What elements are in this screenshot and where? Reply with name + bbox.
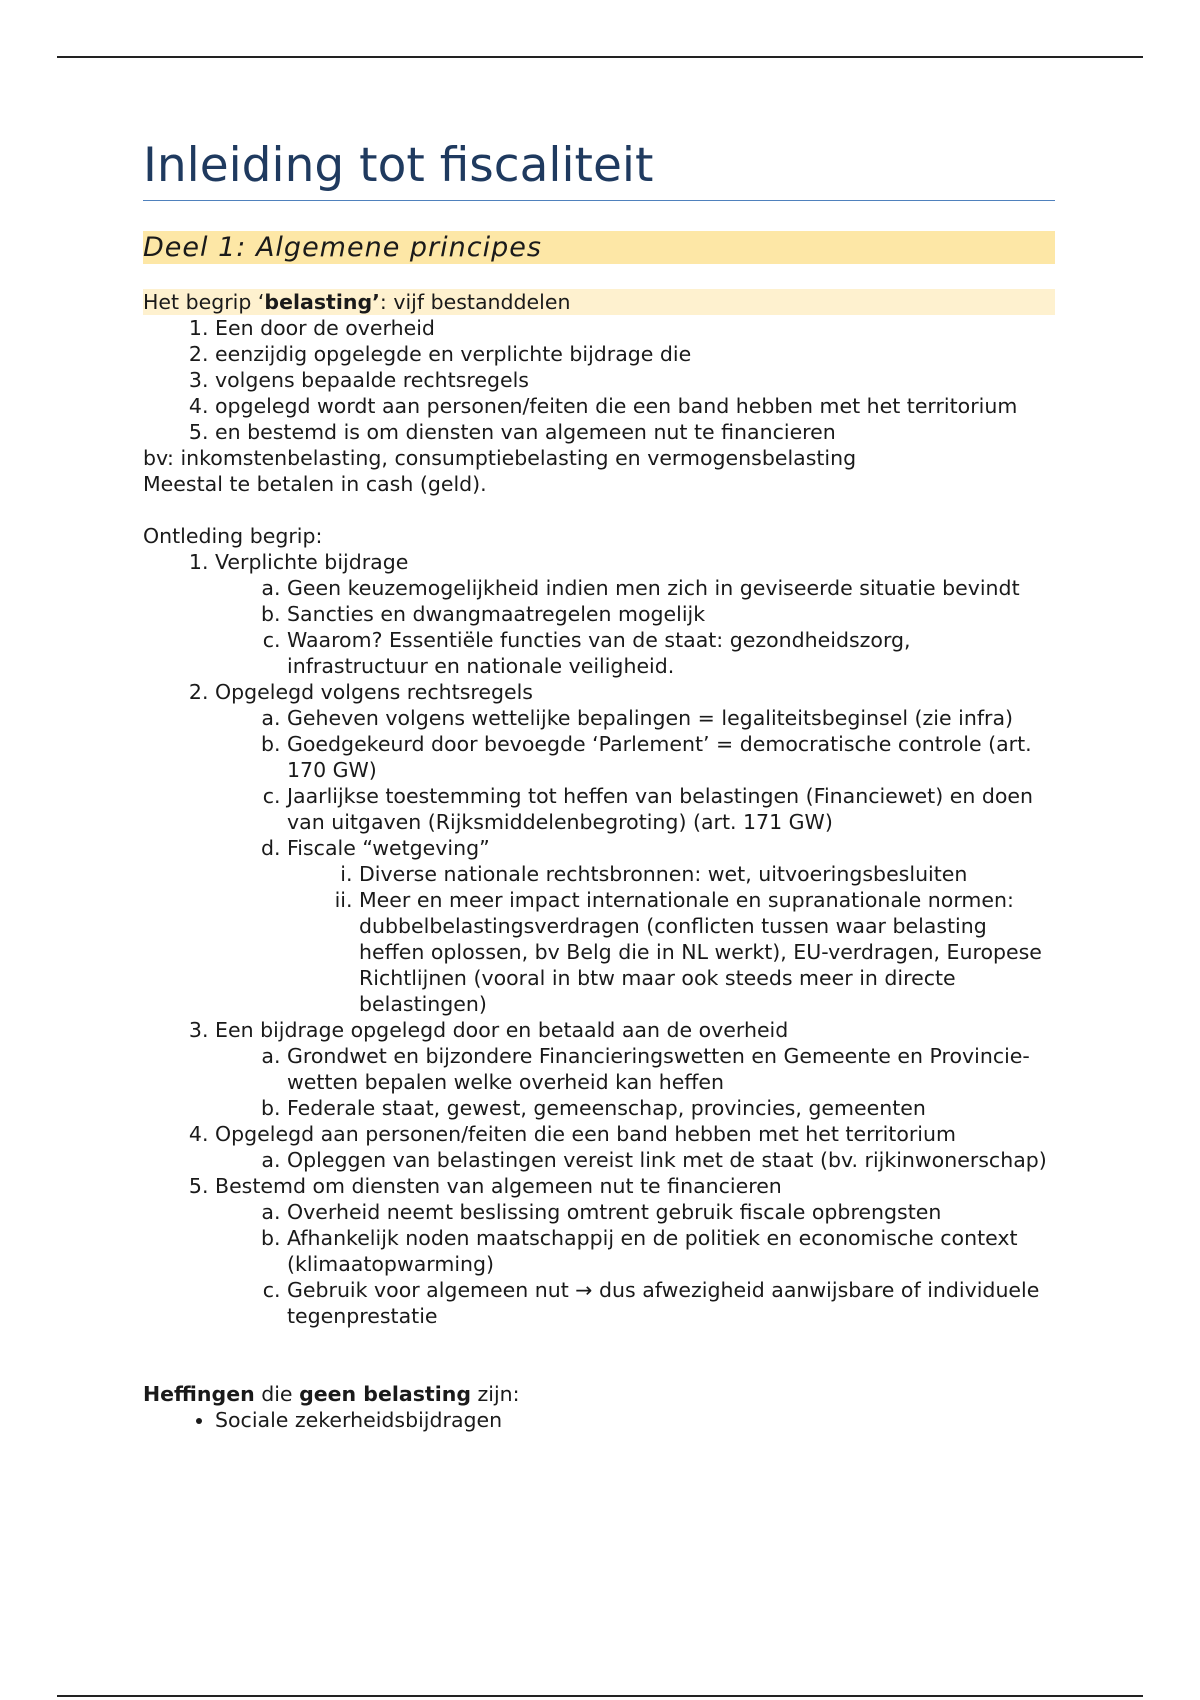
- list-item: a. Grondwet en bijzondere Financieringswetten en Gemeente en Provincie-wetten bepalen welke overheid kan heffen: [287, 1043, 1055, 1095]
- list-item: a. Opleggen van belastingen vereist link met de staat (bv. rijkinwonerschap): [287, 1147, 1055, 1173]
- page-bottom-rule: [57, 1695, 1143, 1697]
- document-body: [143, 138, 1055, 1433]
- sub-list: [215, 1199, 1055, 1329]
- list-item-label: Een bijdrage opgelegd door en betaald aan de overheid: [215, 1018, 789, 1043]
- list-item: [215, 679, 1055, 1017]
- list-item-label: Opgelegd volgens rechtsregels: [215, 680, 533, 705]
- subsection-heading: [143, 289, 1055, 315]
- cash-line: Meestal te betalen in cash (geld).: [143, 472, 487, 497]
- list-item-label: Fiscale “wetgeving”: [287, 836, 490, 861]
- list-item: b. Federale staat, gewest, gemeenschap, provincies, gemeenten: [287, 1095, 1055, 1121]
- subsection-heading-suffix: : vijf bestanddelen: [379, 290, 571, 315]
- sub-sub-list: [287, 861, 1055, 1017]
- components-list: [143, 315, 1055, 445]
- list-item: 4. opgelegd wordt aan personen/feiten die een band hebben met het territorium: [215, 393, 1055, 419]
- list-item: [287, 835, 1055, 1017]
- list-item: 5. en bestemd is om diensten van algemeen nut te financieren: [215, 419, 1055, 445]
- list-item-label: Opgelegd aan personen/feiten die een band hebben met het territorium: [215, 1122, 956, 1147]
- subsection-heading-prefix: Het begrip ‘: [143, 290, 265, 315]
- list-item: 3. volgens bepaalde rechtsregels: [215, 367, 1055, 393]
- list-item: ii. Meer en meer impact internationale en supranationale normen: dubbelbelastingsverdragen (conflicten tussen waar belasting heffen oplossen, bv Belg die in NL werkt), EU-verdragen, Europese Richtlijnen (vooral in btw maar ook steeds meer in directe belastingen): [359, 887, 1055, 1017]
- levies-list: [143, 1407, 1055, 1433]
- list-item: a. Geen keuzemogelijkheid indien men zich in geviseerde situatie bevindt: [287, 575, 1055, 601]
- list-item: b. Sancties en dwangmaatregelen mogelijk: [287, 601, 1055, 627]
- list-item: 2. eenzijdig opgelegde en verplichte bijdrage die: [215, 341, 1055, 367]
- levies-bold-1: Heffingen: [143, 1382, 255, 1407]
- list-item-label: Verplichte bijdrage: [215, 550, 409, 575]
- list-item: [215, 1173, 1055, 1329]
- list-item: [215, 1017, 1055, 1121]
- section-heading: Deel 1: Algemene principes: [143, 231, 1055, 264]
- levies-mid: die: [254, 1382, 300, 1407]
- sub-list: [215, 575, 1055, 679]
- list-item-label: Bestemd om diensten van algemeen nut te financieren: [215, 1174, 782, 1199]
- list-item: c. Jaarlijkse toestemming tot heffen van belastingen (Financiewet) en doen van uitgaven (Rijksmiddelenbegroting) (art. 171 GW): [287, 783, 1055, 835]
- list-item: • Sociale zekerheidsbijdragen: [215, 1407, 1055, 1433]
- example-line: bv: inkomstenbelasting, consumptiebelasting en vermogensbelasting: [143, 446, 857, 471]
- levies-bold-2: geen belasting: [299, 1382, 472, 1407]
- levies-heading: [143, 1381, 1055, 1407]
- list-item: 1. Een door de overheid: [215, 315, 1055, 341]
- sub-list: [215, 1043, 1055, 1121]
- list-item: c. Gebruik voor algemeen nut → dus afwezigheid aanwijsbare of individuele tegenprestatie: [287, 1277, 1055, 1329]
- list-item: i. Diverse nationale rechtsbronnen: wet, uitvoeringsbesluiten: [359, 861, 1055, 887]
- list-item: b. Afhankelijk noden maatschappij en de politiek en economische context (klimaatopwarming): [287, 1225, 1055, 1277]
- levies-suffix: zijn:: [471, 1382, 520, 1407]
- list-item: b. Goedgekeurd door bevoegde ‘Parlement’ = democratische controle (art. 170 GW): [287, 731, 1055, 783]
- list-item: c. Waarom? Essentiële functies van de staat: gezondheidszorg, infrastructuur en nationale veiligheid.: [287, 627, 1055, 679]
- sub-list: [215, 1147, 1055, 1173]
- subsection-heading-bold: belasting’: [264, 290, 380, 315]
- document-title: Inleiding tot fiscaliteit: [143, 138, 1055, 201]
- sub-list: [215, 705, 1055, 1017]
- list-item: a. Overheid neemt beslissing omtrent gebruik fiscale opbrengsten: [287, 1199, 1055, 1225]
- analysis-heading: Ontleding begrip:: [143, 524, 323, 549]
- analysis-list: [143, 549, 1055, 1329]
- page-top-rule: [57, 56, 1143, 58]
- list-item: a. Geheven volgens wettelijke bepalingen = legaliteitsbeginsel (zie infra): [287, 705, 1055, 731]
- list-item: [215, 549, 1055, 679]
- list-item: [215, 1121, 1055, 1173]
